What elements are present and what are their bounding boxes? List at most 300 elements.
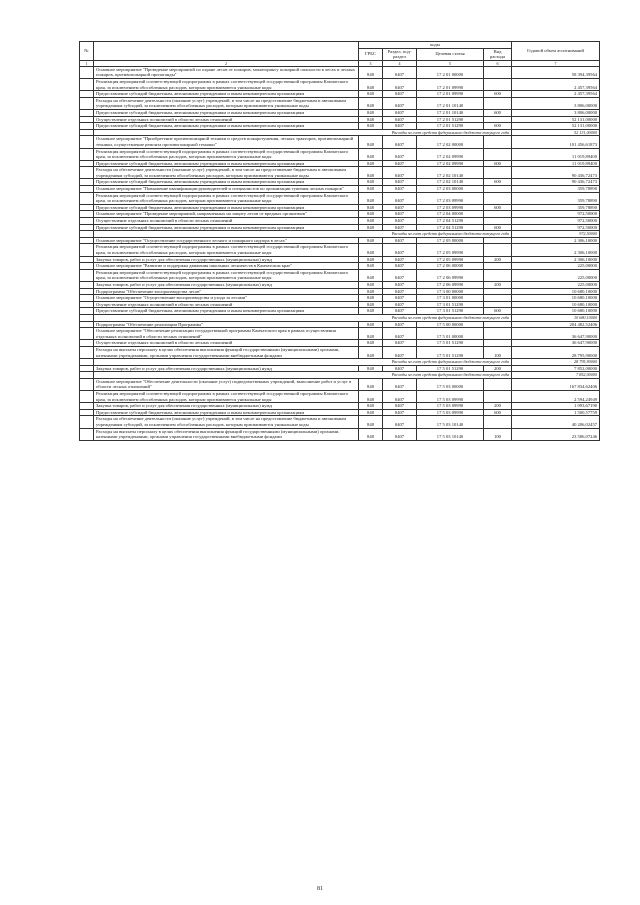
row-number-cell: [80, 281, 94, 288]
header-name: [94, 42, 359, 61]
table-row: [80, 256, 600, 263]
grbs-cell: 848: [359, 179, 383, 186]
row-number-cell: [80, 66, 94, 78]
section-cell: 0407: [383, 66, 417, 78]
budget-table-sheet: [79, 41, 599, 441]
expense-type-cell: 600: [484, 179, 512, 186]
expense-type-cell: [484, 136, 512, 148]
note-amount-cell: 52 131,00000: [512, 129, 600, 136]
table-row: [80, 416, 600, 428]
grbs-cell: 848: [359, 263, 383, 270]
target-article-cell: 17 2 05 09990: [417, 244, 484, 256]
target-article-cell: 17 2 01 09990: [417, 91, 484, 98]
target-article-cell: 17 2 01 10140: [417, 97, 484, 109]
target-article-cell: 17 2 01 09990: [417, 78, 484, 90]
row-name-cell: Реализация мероприятий соответствующей подпрограммы в рамках соответствующей государственной программы Камчатского края, за исключением обособленных расходов, которым присваиваются уникальные коды: [94, 78, 359, 90]
header-codes: коды: [359, 42, 512, 49]
table-row: [80, 136, 600, 148]
table-row: [80, 66, 600, 78]
column-index: 4: [383, 60, 417, 66]
section-cell: 0407: [383, 204, 417, 211]
grbs-cell: 848: [359, 218, 383, 225]
amount-cell: 52 131,00000: [512, 123, 600, 130]
row-name-cell: Основное мероприятие "Осуществление государственного лесного и пожарного надзора в лесах": [94, 237, 359, 244]
header-amount: Годовой объем ассигнований: [512, 42, 600, 61]
column-index: 7: [512, 60, 600, 66]
grbs-cell: 848: [359, 428, 383, 440]
grbs-cell: 848: [359, 160, 383, 167]
row-number-cell: [80, 269, 94, 281]
expense-type-cell: 100: [484, 428, 512, 440]
target-article-cell: 17 2 02 10140: [417, 179, 484, 186]
expense-type-cell: 600: [484, 308, 512, 315]
amount-cell: 40 206,02457: [512, 416, 600, 428]
row-name-cell: Реализация мероприятий соответствующей подпрограммы в рамках соответствующей государственной программы Камчатского края, за исключением обособленных расходов, которым присваиваются уникальные коды: [94, 391, 359, 403]
row-name-cell: Реализация мероприятий соответствующей подпрограммы в рамках соответствующей государственной программы Камчатского края, за исключением обособленных расходов, которым присваиваются уникальные коды: [94, 244, 359, 256]
amount-cell: 36 647,90000: [512, 328, 600, 340]
section-cell: 0407: [383, 224, 417, 231]
table-row: [80, 288, 600, 295]
target-article-cell: 17 5 03 09990: [417, 403, 484, 410]
table-row: [80, 211, 600, 218]
row-name-cell: Осуществление отдельных полномочий в области лесных отношений: [94, 218, 359, 225]
target-article-cell: 17 2 01 00000: [417, 66, 484, 78]
expense-type-cell: [484, 288, 512, 295]
target-article-cell: 17 2 05 09990: [417, 256, 484, 263]
amount-cell: 10 680,10000: [512, 308, 600, 315]
table-row: [80, 186, 600, 193]
table-row: [80, 281, 600, 288]
amount-cell: 972,50000: [512, 218, 600, 225]
table-row: [80, 308, 600, 315]
grbs-cell: 848: [359, 224, 383, 231]
row-number-cell: [80, 211, 94, 218]
table-body: [80, 66, 600, 440]
section-cell: 0407: [383, 211, 417, 218]
amount-cell: 90 436,72473: [512, 179, 600, 186]
row-number-cell: [80, 308, 94, 315]
section-cell: 0407: [383, 346, 417, 358]
amount-cell: 10 680,10000: [512, 288, 600, 295]
expense-type-cell: 100: [484, 346, 512, 358]
grbs-cell: 848: [359, 186, 383, 193]
section-cell: 0407: [383, 340, 417, 347]
section-cell: 0407: [383, 109, 417, 116]
expense-type-cell: 200: [484, 256, 512, 263]
target-article-cell: 17 2 04 51290: [417, 218, 484, 225]
grbs-cell: 848: [359, 256, 383, 263]
expense-type-cell: 600: [484, 224, 512, 231]
amount-cell: 167 834,62406: [512, 378, 600, 390]
target-article-cell: 17 5 03 00000: [417, 378, 484, 390]
amount-cell: 10 680,10000: [512, 301, 600, 308]
row-number-cell: [80, 116, 94, 123]
row-name-cell: Реализация мероприятий соответствующей подпрограммы в рамках соответствующей государственной программы Камчатского края, за исключением обособленных расходов, которым присваиваются уникальные коды: [94, 148, 359, 160]
row-number-cell: [80, 224, 94, 231]
section-cell: 0407: [383, 301, 417, 308]
amount-cell: 23 586,07246: [512, 428, 600, 440]
grbs-cell: 848: [359, 148, 383, 160]
row-name-cell: Подпрограмма "Обеспечение реализации Программы": [94, 321, 359, 328]
section-cell: 0407: [383, 428, 417, 440]
target-article-cell: 17 3 01 51290: [417, 301, 484, 308]
row-number-cell: [80, 346, 94, 358]
amount-cell: 2 594,24949: [512, 391, 600, 403]
grbs-cell: 848: [359, 109, 383, 116]
section-cell: 0407: [383, 186, 417, 193]
expense-type-cell: 600: [484, 109, 512, 116]
row-name-cell: Расходы на обеспечение деятельности (оказание услуг) учреждений, в том числе на предоставление бюджетным и автономным учреждениям субсидий, за исключением обособленных расходов, которым присваиваются уникальные коды: [94, 416, 359, 428]
row-name-cell: Основное мероприятие "Приобретение противопожарной техники и средств пожаротушения, лесных тракторов, противопожарной техники, осуществление ремонта противопожарной техники": [94, 136, 359, 148]
amount-cell: 11 019,89400: [512, 160, 600, 167]
table-row: [80, 179, 600, 186]
grbs-cell: 848: [359, 78, 383, 90]
table-row: [80, 301, 600, 308]
row-number-cell: [80, 263, 94, 270]
section-cell: 0407: [383, 148, 417, 160]
section-cell: 0407: [383, 218, 417, 225]
section-cell: 0407: [383, 288, 417, 295]
row-number-cell: [80, 237, 94, 244]
note-amount-cell: 7 852,00000: [512, 372, 600, 379]
grbs-cell: 848: [359, 167, 383, 179]
note-amount-cell: 972,50000: [512, 231, 600, 238]
row-name-cell: Расходы на обеспечение деятельности (оказание услуг) учреждений, в том числе на предоставление бюджетным и автономным учреждениям субсидий, за исключением обособленных расходов, которым присваиваются уникальные коды: [94, 97, 359, 109]
expense-type-cell: 600: [484, 91, 512, 98]
column-index: 6: [484, 60, 512, 66]
row-number-cell: [80, 91, 94, 98]
table-row: [80, 321, 600, 328]
expense-type-cell: [484, 97, 512, 109]
target-article-cell: 17 2 06 00000: [417, 263, 484, 270]
table-row: [80, 192, 600, 204]
section-cell: 0407: [383, 328, 417, 340]
grbs-cell: 848: [359, 346, 383, 358]
row-name-cell: Осуществление отдельных полномочий в области лесных отношений: [94, 340, 359, 347]
row-number-cell: [80, 428, 94, 440]
expense-type-cell: [484, 416, 512, 428]
expense-type-cell: [484, 218, 512, 225]
row-number-cell: [80, 148, 94, 160]
amount-cell: 1 500,57759: [512, 409, 600, 416]
row-number-cell: [80, 136, 94, 148]
table-row: [80, 244, 600, 256]
note-amount-cell: 28 795,90000: [512, 359, 600, 366]
target-article-cell: 17 2 02 09990: [417, 148, 484, 160]
table-row: [80, 148, 600, 160]
federal-budget-note-row: [80, 372, 600, 379]
section-cell: 0407: [383, 391, 417, 403]
federal-budget-note: Расходы за счет средств федерального бюджета текущего года: [94, 129, 512, 136]
grbs-cell: 848: [359, 365, 383, 372]
expense-type-cell: [484, 148, 512, 160]
row-number-cell: [80, 391, 94, 403]
section-cell: 0407: [383, 295, 417, 302]
row-number-cell: [80, 301, 94, 308]
section-cell: 0407: [383, 281, 417, 288]
target-article-cell: 17 5 03 10140: [417, 416, 484, 428]
grbs-cell: 848: [359, 244, 383, 256]
amount-cell: 359,78890: [512, 192, 600, 204]
column-index: 5: [417, 60, 484, 66]
amount-cell: 1 093,67190: [512, 403, 600, 410]
amount-cell: 359,78890: [512, 204, 600, 211]
row-number-cell: [80, 403, 94, 410]
table-row: [80, 109, 600, 116]
table-row: [80, 123, 600, 130]
grbs-cell: 848: [359, 321, 383, 328]
target-article-cell: 17 5 01 00000: [417, 328, 484, 340]
expense-type-cell: [484, 186, 512, 193]
row-name-cell: Закупка товаров, работ и услуг для обеспечения государственных (муниципальных) нужд: [94, 256, 359, 263]
grbs-cell: 848: [359, 123, 383, 130]
target-article-cell: 17 2 01 10140: [417, 109, 484, 116]
row-number-cell: [80, 321, 94, 328]
grbs-cell: 848: [359, 116, 383, 123]
row-number-cell: [80, 365, 94, 372]
section-cell: 0407: [383, 136, 417, 148]
row-number-cell: [80, 256, 94, 263]
table-row: [80, 391, 600, 403]
row-name-cell: Предоставление субсидий бюджетным, автономным учреждениям и иным некоммерческим организациям: [94, 123, 359, 130]
federal-budget-note: Расходы за счет средств федерального бюджета текущего года: [94, 231, 512, 238]
table-row: [80, 328, 600, 340]
section-cell: 0407: [383, 179, 417, 186]
amount-cell: 972,50000: [512, 224, 600, 231]
grbs-cell: 848: [359, 391, 383, 403]
federal-budget-note: Расходы за счет средств федерального бюджета текущего года: [94, 372, 512, 379]
amount-cell: 11 019,89400: [512, 148, 600, 160]
grbs-cell: 848: [359, 281, 383, 288]
row-name-cell: Предоставление субсидий бюджетным, автономным учреждениям и иным некоммерческим организациям: [94, 224, 359, 231]
target-article-cell: 17 2 03 09990: [417, 192, 484, 204]
row-name-cell: Закупка товаров, работ и услуг для обеспечения государственных (муниципальных) нужд: [94, 365, 359, 372]
amount-cell: 2 457,39564: [512, 78, 600, 90]
header-grbs: ГРБС: [359, 48, 383, 60]
amount-cell: 101 456,61873: [512, 136, 600, 148]
grbs-cell: 848: [359, 136, 383, 148]
target-article-cell: 17 5 01 51290: [417, 346, 484, 358]
row-number-cell: [80, 244, 94, 256]
column-index: 2: [94, 60, 359, 66]
row-name-cell: Закупка товаров, работ и услуг для обеспечения государственных (муниципальных) нужд: [94, 281, 359, 288]
row-name-cell: Предоставление субсидий бюджетным, автономным учреждениям и иным некоммерческим организациям: [94, 160, 359, 167]
grbs-cell: 848: [359, 403, 383, 410]
target-article-cell: 17 5 01 51290: [417, 365, 484, 372]
row-name-cell: Предоставление субсидий бюджетным, автономным учреждениям и иным некоммерческим организациям: [94, 109, 359, 116]
target-article-cell: 17 2 03 00000: [417, 186, 484, 193]
federal-budget-note: Расходы за счет средств федерального бюджета текущего года: [94, 359, 512, 366]
amount-cell: 90 436,72473: [512, 167, 600, 179]
target-article-cell: 17 5 01 51290: [417, 340, 484, 347]
target-article-cell: 17 5 03 09990: [417, 409, 484, 416]
expense-type-cell: 600: [484, 123, 512, 130]
target-article-cell: 17 2 02 10140: [417, 167, 484, 179]
table-row: [80, 91, 600, 98]
row-name-cell: Основное мероприятие "Обеспечение деятельности (оказание услуг) подведомственных учреждений, выполнение работ и услуг в области лесных отношений": [94, 378, 359, 390]
row-number-cell: [80, 109, 94, 116]
grbs-cell: 848: [359, 66, 383, 78]
amount-cell: 204 482,52406: [512, 321, 600, 328]
expense-type-cell: 200: [484, 365, 512, 372]
row-name-cell: Предоставление субсидий бюджетным, автономным учреждениям и иным некоммерческим организациям: [94, 91, 359, 98]
section-cell: 0407: [383, 97, 417, 109]
row-number-cell: [80, 372, 94, 379]
grbs-cell: 848: [359, 340, 383, 347]
expense-type-cell: [484, 321, 512, 328]
page-number: 81: [317, 886, 323, 892]
section-cell: 0407: [383, 116, 417, 123]
row-name-cell: Предоставление субсидий бюджетным, автономным учреждениям и иным некоммерческим организациям: [94, 409, 359, 416]
row-number-cell: [80, 340, 94, 347]
expense-type-cell: [484, 269, 512, 281]
amount-cell: 225,00000: [512, 263, 600, 270]
row-name-cell: Основное мероприятие "Осуществление воспроизводства и ухода за лесами": [94, 295, 359, 302]
row-number-cell: [80, 409, 94, 416]
row-number-cell: [80, 231, 94, 238]
target-article-cell: 17 5 03 10140: [417, 428, 484, 440]
amount-cell: 3 806,00000: [512, 97, 600, 109]
table-row: [80, 409, 600, 416]
section-cell: 0407: [383, 244, 417, 256]
section-cell: 0407: [383, 269, 417, 281]
grbs-cell: 848: [359, 328, 383, 340]
section-cell: 0407: [383, 167, 417, 179]
row-name-cell: Основное мероприятие "Повышение квалификации руководителей и специалистов по организации тушения лесных пожаров": [94, 186, 359, 193]
expense-type-cell: [484, 244, 512, 256]
expense-type-cell: 200: [484, 281, 512, 288]
expense-type-cell: 600: [484, 409, 512, 416]
target-article-cell: 17 5 03 09990: [417, 391, 484, 403]
grbs-cell: 848: [359, 211, 383, 218]
row-number-cell: [80, 218, 94, 225]
row-name-cell: Расходы на выплаты персоналу в целях обеспечения выполнения функций государственными (муниципальными) органами, казенными учреждениями, органами управления государственными внебюджетными фондами: [94, 428, 359, 440]
section-cell: 0407: [383, 365, 417, 372]
row-number-cell: [80, 359, 94, 366]
target-article-cell: 17 2 01 51290: [417, 123, 484, 130]
table-row: [80, 295, 600, 302]
amount-cell: 2 306,10000: [512, 244, 600, 256]
row-number-cell: [80, 186, 94, 193]
target-article-cell: 17 2 06 09990: [417, 281, 484, 288]
grbs-cell: 848: [359, 269, 383, 281]
table-row: [80, 78, 600, 90]
federal-budget-note-row: [80, 231, 600, 238]
amount-cell: 28 795,90000: [512, 346, 600, 358]
header-vr: Вид расхода: [484, 48, 512, 60]
header-target: Целевая статья: [417, 48, 484, 60]
target-article-cell: 17 2 04 00000: [417, 211, 484, 218]
table-row: [80, 340, 600, 347]
row-name-cell: Закупка товаров, работ и услуг для обеспечения государственных (муниципальных) нужд: [94, 403, 359, 410]
row-number-cell: [80, 129, 94, 136]
row-number-cell: [80, 378, 94, 390]
amount-cell: 58 394,39564: [512, 66, 600, 78]
header-section: Раздел, под-раздел: [383, 48, 417, 60]
row-name-cell: Предоставление субсидий бюджетным, автономным учреждениям и иным некоммерческим организациям: [94, 204, 359, 211]
grbs-cell: 848: [359, 301, 383, 308]
grbs-cell: 848: [359, 91, 383, 98]
section-cell: 0407: [383, 378, 417, 390]
target-article-cell: 17 2 03 09990: [417, 204, 484, 211]
section-cell: 0407: [383, 91, 417, 98]
table-row: [80, 116, 600, 123]
target-article-cell: 17 5 00 00000: [417, 321, 484, 328]
amount-cell: 36 647,90000: [512, 340, 600, 347]
grbs-cell: 848: [359, 204, 383, 211]
expense-type-cell: [484, 263, 512, 270]
expense-type-cell: [484, 301, 512, 308]
grbs-cell: 848: [359, 409, 383, 416]
table-row: [80, 378, 600, 390]
row-name-cell: Реализация мероприятий соответствующей подпрограммы в рамках соответствующей государственной программы Камчатского края, за исключением обособленных расходов, которым присваиваются уникальные коды: [94, 269, 359, 281]
target-article-cell: 17 3 01 00000: [417, 295, 484, 302]
section-cell: 0407: [383, 403, 417, 410]
target-article-cell: 17 2 06 09990: [417, 269, 484, 281]
section-cell: 0407: [383, 78, 417, 90]
expense-type-cell: [484, 192, 512, 204]
header-num: №: [80, 42, 94, 61]
expense-type-cell: 200: [484, 403, 512, 410]
table-row: [80, 218, 600, 225]
note-amount-cell: 10 680,10000: [512, 314, 600, 321]
expense-type-cell: [484, 66, 512, 78]
target-article-cell: 17 2 04 51290: [417, 224, 484, 231]
target-article-cell: 17 2 02 00000: [417, 136, 484, 148]
row-name-cell: Расходы на обеспечение деятельности (оказание услуг) учреждений, в том числе на предоставление бюджетным и автономным учреждениям субсидий, за исключением обособленных расходов, которым присваиваются уникальные коды: [94, 167, 359, 179]
column-index: 3: [359, 60, 383, 66]
column-index: 1: [80, 60, 94, 66]
section-cell: 0407: [383, 416, 417, 428]
amount-cell: 52 131,00000: [512, 116, 600, 123]
amount-cell: 225,00000: [512, 281, 600, 288]
row-number-cell: [80, 192, 94, 204]
amount-cell: 359,78890: [512, 186, 600, 193]
federal-budget-note-row: [80, 314, 600, 321]
grbs-cell: 848: [359, 237, 383, 244]
expense-type-cell: [484, 237, 512, 244]
row-name-cell: Расходы на выплаты персоналу в целях обеспечения выполнения функций государственными (муниципальными) органами, казенными учреждениями, органами управления государственными внебюджетными фондами: [94, 346, 359, 358]
row-number-cell: [80, 167, 94, 179]
expense-type-cell: [484, 340, 512, 347]
amount-cell: 2 306,10000: [512, 237, 600, 244]
table-row: [80, 237, 600, 244]
table-row: [80, 97, 600, 109]
expense-type-cell: [484, 78, 512, 90]
grbs-cell: 848: [359, 308, 383, 315]
table-row: [80, 403, 600, 410]
expense-type-cell: [484, 295, 512, 302]
grbs-cell: 848: [359, 416, 383, 428]
target-article-cell: 17 2 05 00000: [417, 237, 484, 244]
section-cell: 0407: [383, 409, 417, 416]
row-name-cell: Реализация мероприятий соответствующей подпрограммы в рамках соответствующей государственной программы Камчатского края, за исключением обособленных расходов, которым присваиваются уникальные коды: [94, 192, 359, 204]
row-number-cell: [80, 97, 94, 109]
amount-cell: 7 852,00000: [512, 365, 600, 372]
federal-budget-note: Расходы за счет средств федерального бюджета текущего года: [94, 314, 512, 321]
row-number-cell: [80, 160, 94, 167]
table-row: [80, 167, 600, 179]
section-cell: 0407: [383, 308, 417, 315]
expense-type-cell: [484, 211, 512, 218]
row-number-cell: [80, 288, 94, 295]
grbs-cell: 848: [359, 192, 383, 204]
amount-cell: 2 306,10000: [512, 256, 600, 263]
row-name-cell: Основное мероприятие "Обеспечение реализации государственной программы Камчатского края в рамках осуществления отдельных полномочий в области лесных отношений": [94, 328, 359, 340]
amount-cell: 972,50000: [512, 211, 600, 218]
amount-cell: 3 806,00000: [512, 109, 600, 116]
row-number-cell: [80, 123, 94, 130]
